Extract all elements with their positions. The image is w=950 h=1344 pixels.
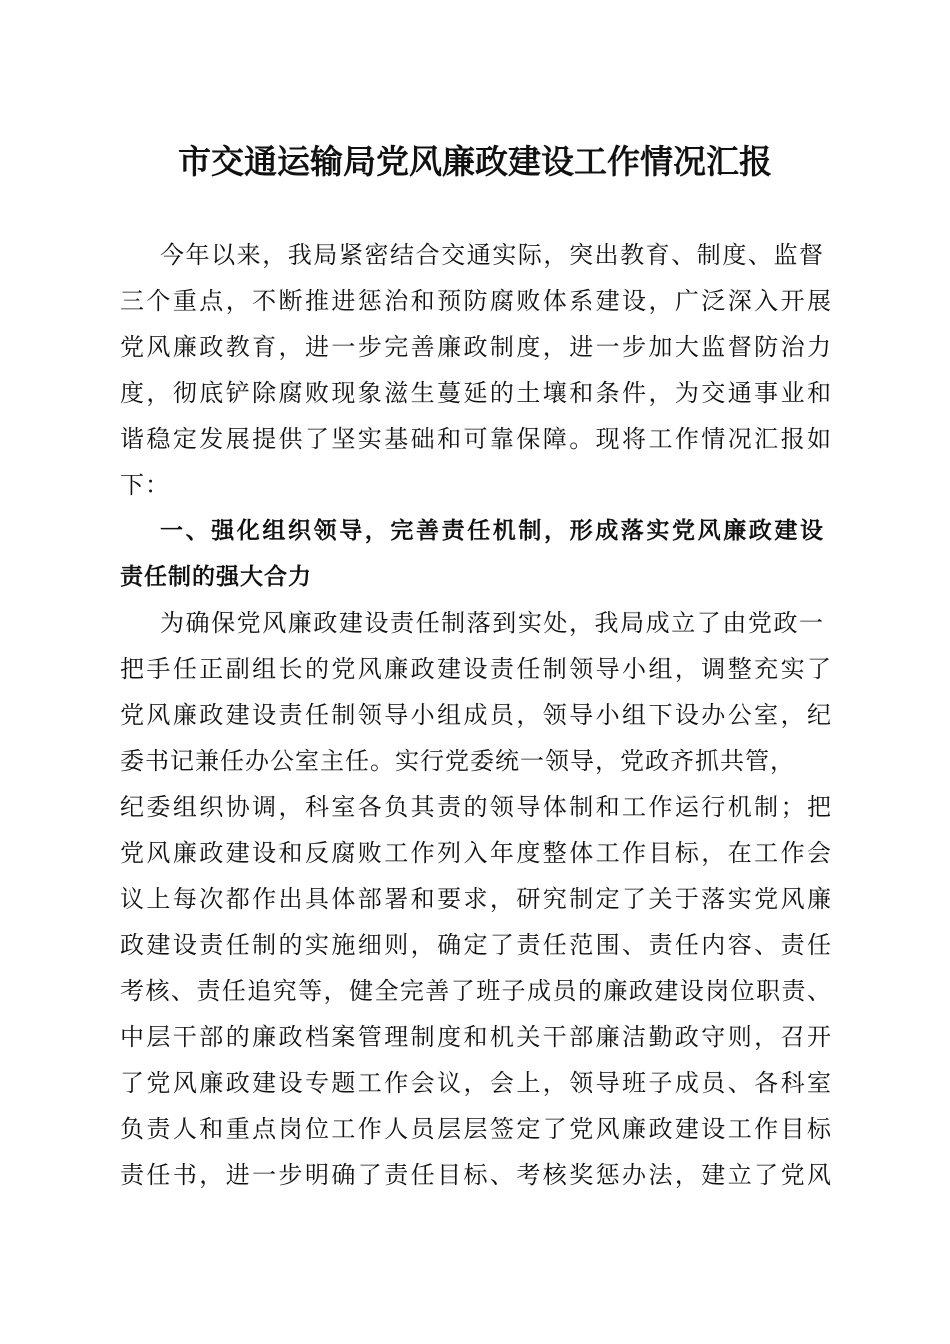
section1-body-line-9: 考核、责任追究等，健全完善了班子成员的廉政建设岗位职责、 [120, 977, 832, 1005]
section1-body-line-2: 把手任正副组长的党风廉政建设责任制领导小组，调整充实了 [120, 655, 832, 683]
section1-body-line-8: 政建设责任制的实施细则，确定了责任范围、责任内容、责任 [120, 931, 832, 959]
section1-body-line-3: 党风廉政建设责任制领导小组成员，领导小组下设办公室，纪 [120, 701, 832, 729]
section1-body-line-6: 党风廉政建设和反腐败工作列入年度整体工作目标，在工作会 [120, 839, 832, 867]
intro-line-2: 三个重点，不断推进惩治和预防腐败体系建设，广泛深入开展 [120, 287, 832, 315]
intro-line-5: 谐稳定发展提供了坚实基础和可靠保障。现将工作情况汇报如 [120, 425, 832, 453]
section1-body-line-5: 纪委组织协调，科室各负其责的领导体制和工作运行机制；把 [120, 793, 832, 821]
intro-line-4: 度，彻底铲除腐败现象滋生蔓延的土壤和条件，为交通事业和 [120, 379, 832, 407]
section1-body-line-10: 中层干部的廉政档案管理制度和机关干部廉洁勤政守则，召开 [120, 1023, 832, 1051]
intro-line-6: 下： [120, 471, 170, 499]
section1-body-line-11: 了党风廉政建设专题工作会议，会上，领导班子成员、各科室 [120, 1069, 832, 1097]
section1-heading-line-2: 责任制的强大合力 [120, 564, 312, 590]
section1-body-line-1: 为确保党风廉政建设责任制落到实处，我局成立了由党政一 [160, 609, 824, 637]
document-title: 市交通运输局党风廉政建设工作情况汇报 [178, 142, 772, 181]
section1-body-line-12: 负责人和重点岗位工作人员层层签定了党风廉政建设工作目标 [120, 1115, 832, 1143]
section1-body-line-7: 议上每次都作出具体部署和要求，研究制定了关于落实党风廉 [120, 885, 832, 913]
section1-heading-line-1: 一、强化组织领导，完善责任机制，形成落实党风廉政建设 [160, 518, 824, 544]
section1-body-line-4: 委书记兼任办公室主任。实行党委统一领导，党政齐抓共管， [120, 747, 795, 775]
section1-body-line-13: 责任书，进一步明确了责任目标、考核奖惩办法，建立了党风 [120, 1161, 832, 1189]
intro-line-3: 党风廉政教育，进一步完善廉政制度，进一步加大监督防治力 [120, 333, 832, 361]
intro-line-1: 今年以来，我局紧密结合交通实际，突出教育、制度、监督 [160, 241, 824, 269]
